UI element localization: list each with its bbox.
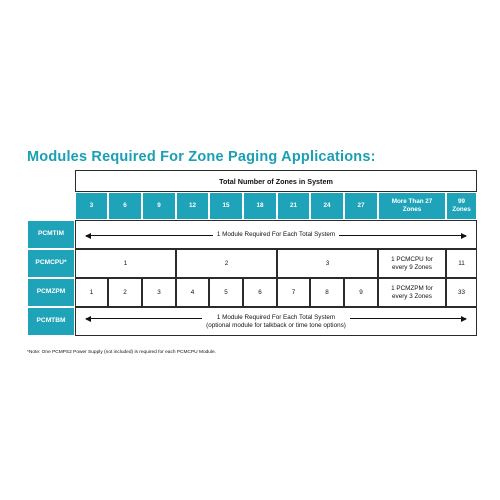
row-label: PCMCPU* xyxy=(27,249,75,278)
table-cell: 9 xyxy=(344,278,378,307)
span-text-line: 1 Module Required For Each Total System xyxy=(216,314,336,321)
table-cell: 5 xyxy=(209,278,243,307)
table-cell: 1 PCMCPU for every 9 Zones xyxy=(378,249,446,278)
column-header: 6 xyxy=(108,192,142,220)
table-cell: 1 xyxy=(75,249,176,278)
page-title: Modules Required For Zone Paging Applications: xyxy=(27,149,376,165)
column-header: 9 xyxy=(142,192,176,220)
zone-paging-table xyxy=(27,170,481,348)
row-label: PCMZPM xyxy=(27,278,75,307)
table-cell: 8 xyxy=(310,278,344,307)
column-header: 24 xyxy=(310,192,344,220)
column-header: 27 xyxy=(344,192,378,220)
column-header: 18 xyxy=(243,192,277,220)
column-header: 21 xyxy=(277,192,310,220)
table-cell: 1 xyxy=(75,278,108,307)
span-text: 1 Module Required For Each Total System xyxy=(213,231,339,239)
table-cell: 2 xyxy=(108,278,142,307)
row-label: PCMTIM xyxy=(27,220,75,249)
group-header: Total Number of Zones in System xyxy=(75,170,477,192)
column-header: More Than 27 Zones xyxy=(378,192,446,220)
table-row xyxy=(75,220,477,249)
column-header: 12 xyxy=(176,192,209,220)
column-header: 99 Zones xyxy=(446,192,477,220)
table-cell: 1 PCMZPM for every 3 Zones xyxy=(378,278,446,307)
table-cell: 3 xyxy=(277,249,378,278)
row-label: PCMTBM xyxy=(27,307,75,336)
footnote: *Note: One PCMPS2 Power Supply (not included) is required for each PCMCPU Module. xyxy=(27,350,217,355)
table-cell: 11 xyxy=(446,249,477,278)
table-cell: 33 xyxy=(446,278,477,307)
table-cell: 4 xyxy=(176,278,209,307)
table-row xyxy=(75,307,477,336)
span-text xyxy=(202,314,350,330)
column-header: 15 xyxy=(209,192,243,220)
table-cell: 7 xyxy=(277,278,310,307)
span-subtext: (optional module for talkback or time tone options) xyxy=(206,321,346,329)
table-cell: 2 xyxy=(176,249,277,278)
column-header: 3 xyxy=(75,192,108,220)
table-cell: 6 xyxy=(243,278,277,307)
table-cell: 3 xyxy=(142,278,176,307)
